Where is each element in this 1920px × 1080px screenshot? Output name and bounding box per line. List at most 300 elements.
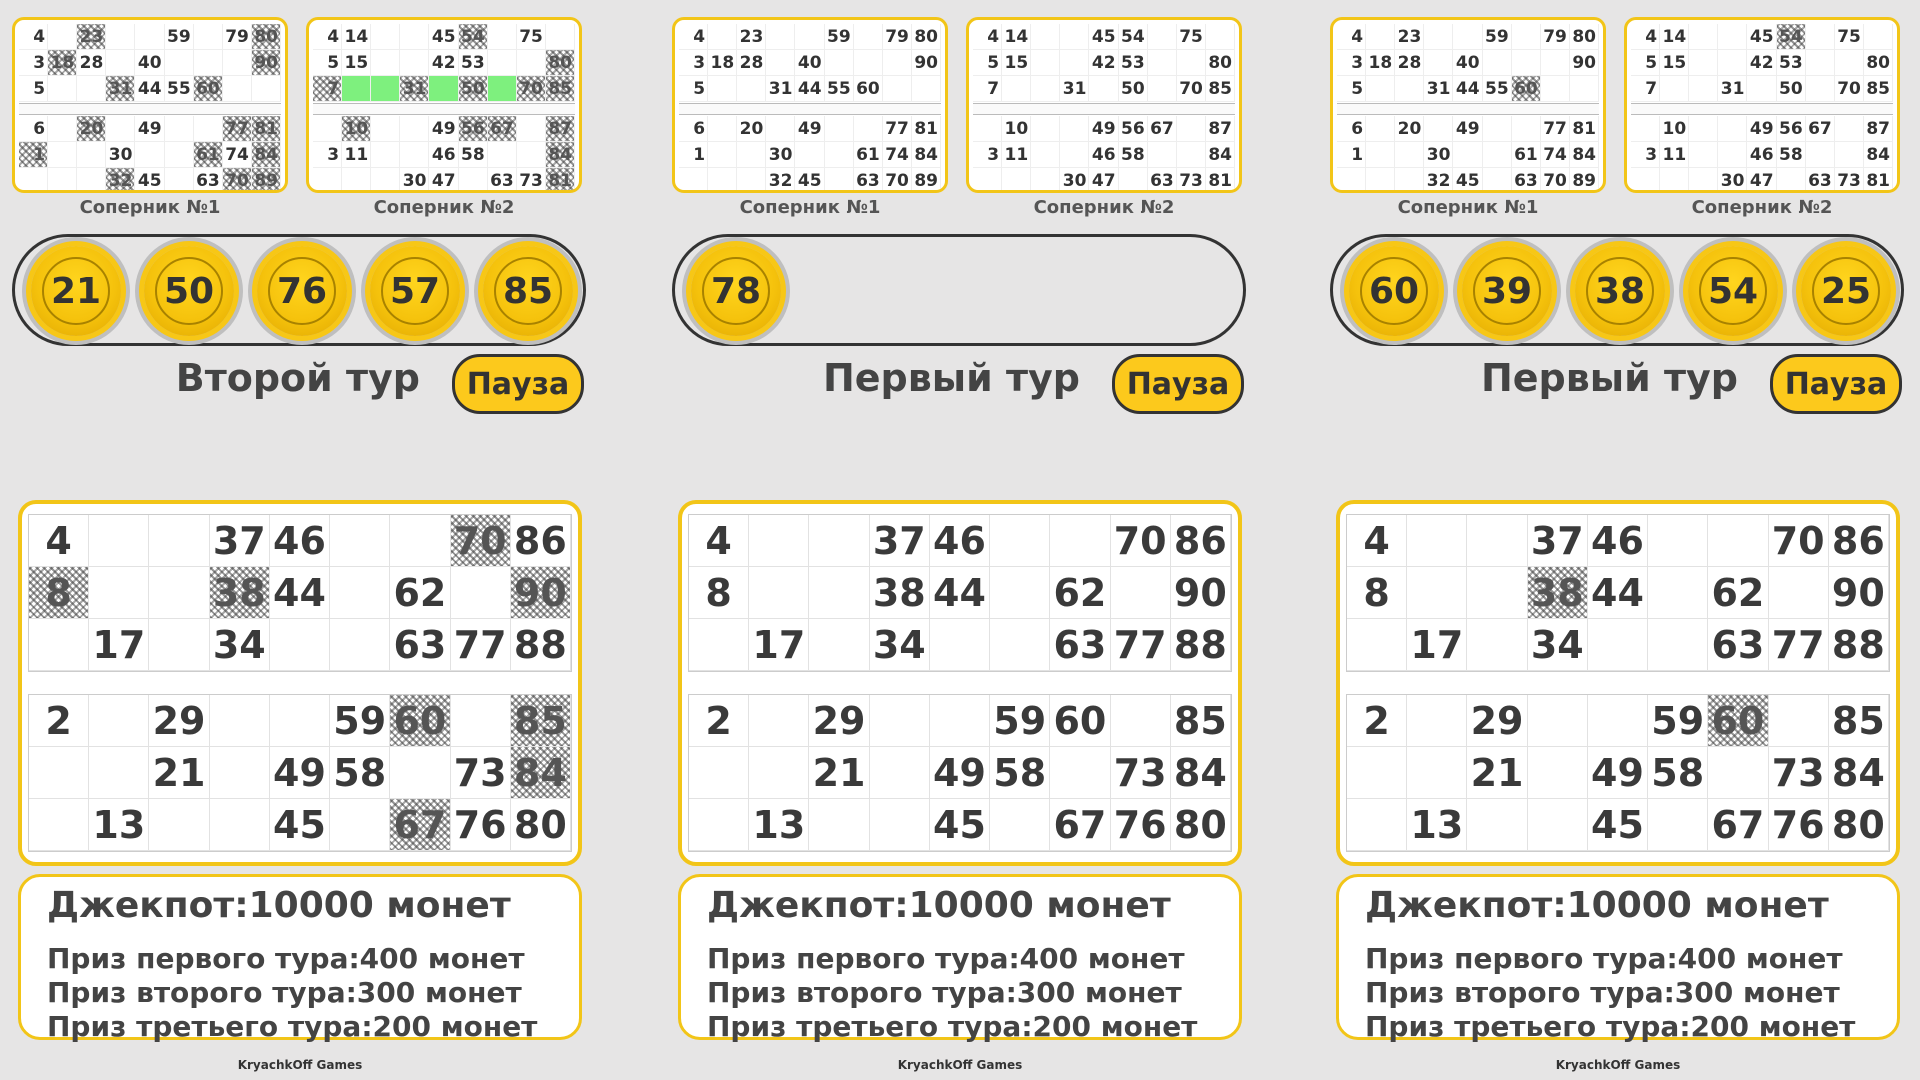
- opponent-card-cell: [1148, 24, 1177, 50]
- opponent-card-cell: 6: [679, 116, 708, 142]
- opponent-card-cell: 28: [77, 50, 106, 76]
- opponent-card-2: [1624, 17, 1900, 193]
- opponent-card-cell: 3: [973, 142, 1002, 168]
- player-card-cell: 59: [330, 695, 390, 747]
- opponent-card-cell: 23: [737, 24, 766, 50]
- player-card-cell: 85: [511, 695, 571, 747]
- opponent-card-cell: [854, 50, 883, 76]
- player-card-cell: [1347, 619, 1407, 671]
- opponent-card-cell: 73: [1177, 168, 1206, 193]
- opponent-card-cell: 90: [252, 50, 281, 76]
- opponent-card-cell: 80: [912, 24, 941, 50]
- opponent-card-cell: [488, 142, 517, 168]
- opponent-card-top-block: [1631, 24, 1893, 102]
- opponent-card-cell: [1089, 76, 1118, 102]
- player-card-cell: [210, 695, 270, 747]
- opponent-card-cell: 44: [135, 76, 164, 102]
- opponent-card-cell: [1119, 168, 1148, 193]
- opponent-card-cell: 75: [1177, 24, 1206, 50]
- jackpot-text: Джекпот:10000 монет: [707, 885, 1171, 926]
- player-card-cell: 77: [1769, 619, 1829, 671]
- player-card-cell: [330, 567, 390, 619]
- player-card-cell: [149, 515, 209, 567]
- opponent-card-cell: 45: [795, 168, 824, 193]
- card-divider: [679, 103, 941, 115]
- opponent-card-cell: 45: [1089, 24, 1118, 50]
- opponent-card-cell: [1395, 168, 1424, 193]
- player-card-cell: [809, 799, 869, 851]
- opponent-card-cell: 81: [252, 116, 281, 142]
- player-card-cell: 38: [210, 567, 270, 619]
- player-card: [678, 500, 1242, 866]
- opponent-card-cell: [708, 24, 737, 50]
- opponent-card-cell: 70: [883, 168, 912, 193]
- opponent-card-cell: [825, 168, 854, 193]
- opponent-card-cell: 1: [1337, 142, 1366, 168]
- opponent-card-cell: 84: [912, 142, 941, 168]
- opponent-card-cell: [223, 50, 252, 76]
- opponent-card-cell: 85: [546, 76, 575, 102]
- opponent-card-1: [1330, 17, 1606, 193]
- opponent-card-cell: 4: [1631, 24, 1660, 50]
- opponent-card-cell: 80: [1864, 50, 1893, 76]
- opponent-card-cell: [1689, 24, 1718, 50]
- opponent-card-cell: 20: [77, 116, 106, 142]
- opponent-card-cell: 54: [1119, 24, 1148, 50]
- opponent-card-cell: 44: [1453, 76, 1482, 102]
- opponent-card-cell: 55: [165, 76, 194, 102]
- opponent-card-cell: [825, 142, 854, 168]
- player-card-cell: [1050, 515, 1110, 567]
- player-card-cell: 85: [1171, 695, 1231, 747]
- player-card-cell: [390, 747, 450, 799]
- player-card-cell: [1528, 799, 1588, 851]
- opponent-card-cell: 3: [1337, 50, 1366, 76]
- player-card-cell: 8: [29, 567, 89, 619]
- player-card-cell: [149, 567, 209, 619]
- player-card-cell: [1407, 567, 1467, 619]
- opponent-card-cell: 1: [19, 142, 48, 168]
- opponent-card-cell: [1337, 168, 1366, 193]
- opponent-card-cell: 63: [854, 168, 883, 193]
- opponent-card-cell: 50: [1119, 76, 1148, 102]
- player-card-cell: 84: [511, 747, 571, 799]
- opponent-card-cell: [854, 24, 883, 50]
- pause-button[interactable]: Пауза: [1770, 354, 1902, 414]
- player-card-cell: 63: [390, 619, 450, 671]
- opponent-card-cell: 40: [795, 50, 824, 76]
- player-card-cell: 37: [1528, 515, 1588, 567]
- lotto-ball-number: 76: [268, 257, 336, 325]
- opponent-card-cell: [1483, 142, 1512, 168]
- opponent-card-cell: 15: [1660, 50, 1689, 76]
- opponent-card-cell: [342, 168, 371, 193]
- player-card-bottom-block: [1346, 694, 1890, 852]
- opponent-card-cell: 30: [766, 142, 795, 168]
- opponent-card-cell: 11: [1660, 142, 1689, 168]
- opponent-card-cell: 18: [708, 50, 737, 76]
- player-card-cell: [1528, 747, 1588, 799]
- opponent-card-cell: [106, 116, 135, 142]
- opponent-card-cell: [1031, 50, 1060, 76]
- lotto-ball: [1575, 246, 1665, 336]
- opponent-card-cell: 4: [1337, 24, 1366, 50]
- opponent-card-cell: [1689, 76, 1718, 102]
- opponent-card-cell: 5: [19, 76, 48, 102]
- opponent-card-cell: 15: [1002, 50, 1031, 76]
- player-card-cell: [330, 619, 390, 671]
- lotto-ball: [370, 246, 460, 336]
- opponent-card-cell: 15: [342, 50, 371, 76]
- opponent-label: Соперник №2: [373, 197, 515, 218]
- opponent-card-cell: [1718, 50, 1747, 76]
- opponent-card-bottom-block: [1631, 116, 1893, 193]
- opponent-card-cell: 74: [883, 142, 912, 168]
- opponent-card-cell: 79: [1541, 24, 1570, 50]
- opponent-card-cell: [165, 142, 194, 168]
- opponent-card-cell: 80: [1206, 50, 1235, 76]
- card-divider: [19, 103, 281, 115]
- opponent-card-cell: 30: [400, 168, 429, 193]
- opponent-card-cell: [1031, 142, 1060, 168]
- opponent-card-cell: [766, 116, 795, 142]
- lotto-ball: [1801, 246, 1891, 336]
- opponent-card-cell: [400, 142, 429, 168]
- opponent-card-cell: 31: [1424, 76, 1453, 102]
- opponent-card-cell: 30: [1060, 168, 1089, 193]
- opponent-card-cell: 31: [1060, 76, 1089, 102]
- opponent-card-cell: 55: [825, 76, 854, 102]
- opponent-card-cell: [737, 168, 766, 193]
- opponent-card-cell: 53: [1119, 50, 1148, 76]
- opponent-card-cell: [1835, 116, 1864, 142]
- prize-info: [678, 874, 1242, 1043]
- opponent-card-cell: [1660, 76, 1689, 102]
- player-card-cell: [990, 567, 1050, 619]
- card-divider: [1631, 103, 1893, 115]
- player-card-bottom-block: [28, 694, 572, 852]
- player-card-cell: 38: [1528, 567, 1588, 619]
- player-card-cell: [1467, 567, 1527, 619]
- opponent-card-cell: 5: [679, 76, 708, 102]
- opponent-card-cell: 18: [48, 50, 77, 76]
- opponent-card-cell: [1806, 50, 1835, 76]
- opponent-card-cell: 53: [1777, 50, 1806, 76]
- opponent-card-cell: 31: [766, 76, 795, 102]
- opponent-card-cell: 23: [1395, 24, 1424, 50]
- opponent-card-cell: [1689, 116, 1718, 142]
- prize-info: [18, 874, 582, 1043]
- player-card-cell: [1648, 567, 1708, 619]
- player-card-cell: 90: [1829, 567, 1889, 619]
- opponent-card-cell: [737, 142, 766, 168]
- opponent-card-cell: 55: [1483, 76, 1512, 102]
- opponent-card-cell: 56: [1777, 116, 1806, 142]
- opponent-card-cell: [1060, 116, 1089, 142]
- player-card-cell: [1050, 747, 1110, 799]
- opponent-card-cell: 49: [1747, 116, 1776, 142]
- lotto-ball-number: 38: [1586, 257, 1654, 325]
- player-card-cell: 60: [390, 695, 450, 747]
- player-card-cell: [749, 567, 809, 619]
- opponent-card-cell: [19, 168, 48, 193]
- opponent-card-cell: 90: [1570, 50, 1599, 76]
- card-divider: [28, 672, 572, 694]
- player-card-cell: 84: [1829, 747, 1889, 799]
- opponent-card-cell: 30: [1424, 142, 1453, 168]
- opponent-card-cell: 79: [883, 24, 912, 50]
- opponent-card-cell: 23: [77, 24, 106, 50]
- player-card-cell: 90: [1171, 567, 1231, 619]
- opponent-card-cell: 85: [1206, 76, 1235, 102]
- game-screen-2: [660, 0, 1240, 1080]
- opponent-card-cell: [517, 50, 546, 76]
- opponent-card-cell: [883, 76, 912, 102]
- opponent-label: Соперник №1: [739, 197, 881, 218]
- opponent-card-cell: [429, 76, 458, 102]
- opponent-card-cell: [135, 142, 164, 168]
- opponent-card-cell: [1689, 168, 1718, 193]
- opponent-card-cell: [1631, 168, 1660, 193]
- lotto-ball: [144, 246, 234, 336]
- player-card-cell: [210, 799, 270, 851]
- opponent-card-cell: [517, 116, 546, 142]
- opponent-card-top-block: [1337, 24, 1599, 102]
- opponent-card-cell: 61: [1512, 142, 1541, 168]
- opponent-card-cell: 63: [1512, 168, 1541, 193]
- opponent-card-cell: 84: [546, 142, 575, 168]
- player-card-cell: [689, 747, 749, 799]
- opponent-card-cell: [1060, 142, 1089, 168]
- player-card-cell: 58: [990, 747, 1050, 799]
- prize-second-round: Приз второго тура:300 монет: [707, 976, 1182, 1009]
- pause-button[interactable]: Пауза: [1112, 354, 1244, 414]
- opponent-card-cell: 28: [737, 50, 766, 76]
- opponent-card-cell: 45: [1747, 24, 1776, 50]
- opponent-card-cell: 80: [252, 24, 281, 50]
- opponent-label: Соперник №2: [1033, 197, 1175, 218]
- player-card-cell: [749, 747, 809, 799]
- opponent-card-cell: [1835, 142, 1864, 168]
- opponent-card-cell: [48, 76, 77, 102]
- opponent-card-cell: [1660, 168, 1689, 193]
- opponent-card-cell: [194, 50, 223, 76]
- opponent-card-cell: 3: [313, 142, 342, 168]
- opponent-card-cell: 81: [1570, 116, 1599, 142]
- opponent-card-cell: [400, 24, 429, 50]
- player-card-top-block: [1346, 514, 1890, 672]
- opponent-card-cell: [371, 50, 400, 76]
- player-card-cell: 49: [270, 747, 330, 799]
- player-card-cell: 2: [29, 695, 89, 747]
- round-title: Первый тур: [1480, 356, 1738, 400]
- opponent-card-cell: [488, 24, 517, 50]
- opponent-card-cell: [106, 50, 135, 76]
- opponent-card-cell: [708, 168, 737, 193]
- player-card-cell: 4: [689, 515, 749, 567]
- round-title: Второй тур: [175, 356, 420, 400]
- opponent-card-cell: 47: [1747, 168, 1776, 193]
- player-card-cell: 49: [1588, 747, 1648, 799]
- player-card-cell: [390, 515, 450, 567]
- opponent-card-cell: [165, 50, 194, 76]
- opponent-card-cell: 59: [825, 24, 854, 50]
- opponent-card-cell: [1424, 50, 1453, 76]
- player-card-cell: 88: [1829, 619, 1889, 671]
- player-card-cell: [1648, 515, 1708, 567]
- opponent-card-cell: 77: [223, 116, 252, 142]
- opponent-card-cell: [106, 24, 135, 50]
- opponent-card-cell: 81: [546, 168, 575, 193]
- opponent-card-cell: 40: [135, 50, 164, 76]
- opponent-card-cell: [1483, 168, 1512, 193]
- opponent-card-cell: 31: [1718, 76, 1747, 102]
- opponent-card-cell: [1395, 142, 1424, 168]
- player-card-cell: 2: [689, 695, 749, 747]
- opponent-label: Соперник №1: [1397, 197, 1539, 218]
- opponent-card-cell: 45: [135, 168, 164, 193]
- opponent-card-cell: [1453, 24, 1482, 50]
- opponent-card-cell: [1002, 168, 1031, 193]
- opponent-card-cell: [1177, 116, 1206, 142]
- opponent-card-cell: 61: [854, 142, 883, 168]
- opponent-card-cell: 50: [459, 76, 488, 102]
- pause-button[interactable]: Пауза: [452, 354, 584, 414]
- player-card-cell: [689, 619, 749, 671]
- lotto-ball: [257, 246, 347, 336]
- player-card-cell: 58: [330, 747, 390, 799]
- opponent-card-top-block: [973, 24, 1235, 102]
- opponent-card-cell: 49: [135, 116, 164, 142]
- opponent-card-cell: 49: [1089, 116, 1118, 142]
- opponent-card-cell: [1060, 24, 1089, 50]
- player-card-cell: 86: [1829, 515, 1889, 567]
- prize-second-round: Приз второго тура:300 монет: [1365, 976, 1840, 1009]
- opponent-card-cell: 3: [1631, 142, 1660, 168]
- opponent-card-cell: 84: [252, 142, 281, 168]
- opponent-card-cell: [371, 116, 400, 142]
- opponent-card-cell: [1177, 142, 1206, 168]
- opponent-card-cell: [1864, 24, 1893, 50]
- player-card-cell: 70: [1769, 515, 1829, 567]
- opponent-card-cell: [135, 24, 164, 50]
- opponent-card-cell: 47: [429, 168, 458, 193]
- opponent-card-cell: 46: [429, 142, 458, 168]
- player-card-cell: 62: [390, 567, 450, 619]
- opponent-card-cell: 5: [313, 50, 342, 76]
- player-card-cell: 45: [270, 799, 330, 851]
- opponent-card-cell: 56: [459, 116, 488, 142]
- opponent-card-cell: [1806, 76, 1835, 102]
- opponent-card-cell: 46: [1747, 142, 1776, 168]
- player-card-cell: [1407, 747, 1467, 799]
- player-card-cell: [749, 515, 809, 567]
- opponent-card-cell: [1453, 142, 1482, 168]
- opponent-card-cell: 42: [1747, 50, 1776, 76]
- player-card-cell: [809, 619, 869, 671]
- player-card-cell: 2: [1347, 695, 1407, 747]
- opponent-card-cell: 58: [459, 142, 488, 168]
- drawn-balls-tray: [672, 234, 1246, 346]
- opponent-card-cell: [165, 168, 194, 193]
- opponent-card-cell: 60: [1512, 76, 1541, 102]
- player-card-cell: [270, 619, 330, 671]
- opponent-card-cell: 42: [1089, 50, 1118, 76]
- player-card-cell: 86: [1171, 515, 1231, 567]
- opponent-card-cell: [400, 50, 429, 76]
- opponent-card-cell: [1206, 24, 1235, 50]
- player-card-cell: 21: [1467, 747, 1527, 799]
- opponent-card-cell: [1395, 76, 1424, 102]
- opponent-card-cell: [1512, 50, 1541, 76]
- opponent-card-cell: 84: [1570, 142, 1599, 168]
- player-card-cell: [1347, 799, 1407, 851]
- player-card-cell: 67: [390, 799, 450, 851]
- player-card-cell: 34: [210, 619, 270, 671]
- prize-first-round: Приз первого тура:400 монет: [47, 942, 525, 975]
- opponent-card-cell: [1424, 116, 1453, 142]
- opponent-card-cell: 31: [400, 76, 429, 102]
- opponent-card-cell: [1002, 76, 1031, 102]
- opponent-card-cell: [1718, 142, 1747, 168]
- opponent-card-cell: [1031, 24, 1060, 50]
- opponent-card-1: [12, 17, 288, 193]
- opponent-card-cell: 20: [737, 116, 766, 142]
- opponent-card-cell: [400, 116, 429, 142]
- player-card-cell: [870, 747, 930, 799]
- player-card-cell: 76: [451, 799, 511, 851]
- opponent-card-cell: [517, 142, 546, 168]
- opponent-card-cell: 4: [679, 24, 708, 50]
- player-card-cell: [930, 619, 990, 671]
- opponent-card-cell: [1570, 76, 1599, 102]
- player-card-cell: 13: [749, 799, 809, 851]
- opponent-card-cell: [1366, 24, 1395, 50]
- prize-first-round: Приз первого тура:400 монет: [1365, 942, 1843, 975]
- opponent-card-cell: 84: [1206, 142, 1235, 168]
- card-divider: [973, 103, 1235, 115]
- opponent-card-cell: 67: [488, 116, 517, 142]
- lotto-ball-number: 25: [1812, 257, 1880, 325]
- opponent-card-cell: [1541, 50, 1570, 76]
- opponent-card-cell: [371, 168, 400, 193]
- player-card-cell: 46: [270, 515, 330, 567]
- opponent-card-cell: [342, 76, 371, 102]
- opponent-card-cell: 5: [973, 50, 1002, 76]
- lotto-ball-number: 60: [1360, 257, 1428, 325]
- player-card-cell: 44: [930, 567, 990, 619]
- player-card-cell: 62: [1050, 567, 1110, 619]
- player-card-top-block: [688, 514, 1232, 672]
- player-card-cell: [870, 695, 930, 747]
- opponent-card-cell: 56: [1119, 116, 1148, 142]
- opponent-card-cell: 14: [1002, 24, 1031, 50]
- player-card-cell: 8: [1347, 567, 1407, 619]
- player-card-cell: 60: [1708, 695, 1768, 747]
- player-card-cell: [1111, 695, 1171, 747]
- player-card-cell: 44: [1588, 567, 1648, 619]
- game-screen-3: [1318, 0, 1898, 1080]
- opponent-card-cell: [1835, 50, 1864, 76]
- opponent-card-cell: [973, 116, 1002, 142]
- opponent-card-cell: 81: [912, 116, 941, 142]
- opponent-card-cell: 63: [194, 168, 223, 193]
- opponent-card-cell: [1366, 168, 1395, 193]
- opponent-card-cell: [1512, 116, 1541, 142]
- player-card-cell: 88: [511, 619, 571, 671]
- opponent-card-cell: [1512, 24, 1541, 50]
- opponent-card-cell: [708, 142, 737, 168]
